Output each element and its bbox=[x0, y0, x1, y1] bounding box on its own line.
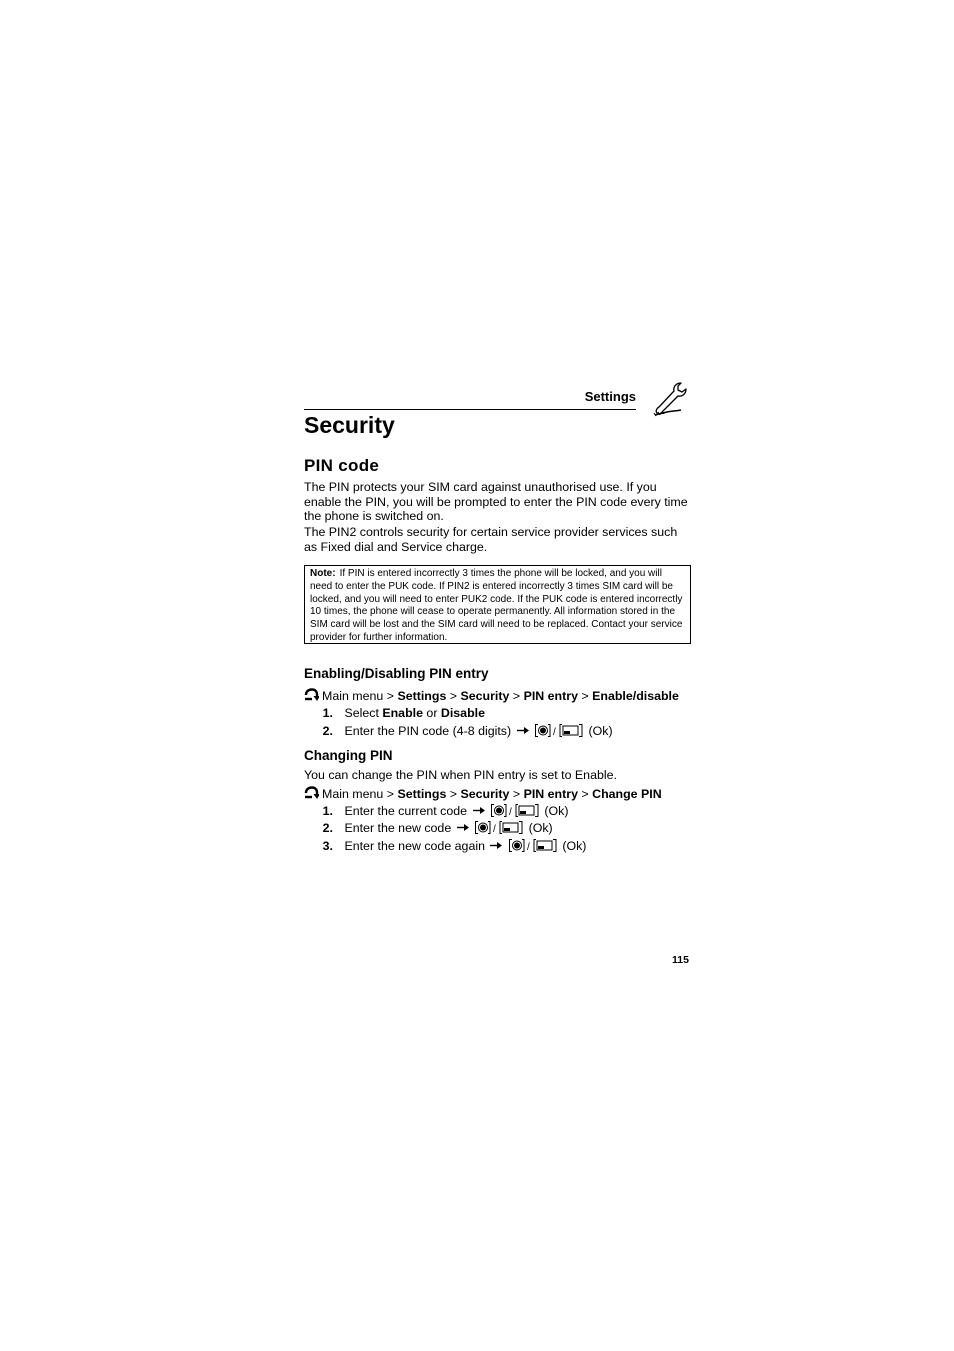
step-number: 1. bbox=[322, 804, 333, 818]
intro-paragraph: The PIN protects your SIM card against unauthorised use. If you enable the PIN, you will be prompted to enter the PIN code every time the phone is switched on. bbox=[304, 480, 688, 524]
ok-keys-icon bbox=[491, 804, 541, 817]
pin2-paragraph: The PIN2 controls security for certain service provider services such as Fixed dial and Service charge. bbox=[304, 525, 678, 554]
menu-path-item: Security bbox=[460, 787, 510, 801]
wrench-icon bbox=[651, 381, 687, 419]
step-number: 2. bbox=[322, 821, 333, 835]
path-separator: > bbox=[386, 689, 394, 703]
step-text: or bbox=[422, 706, 441, 720]
menu-path-start: Main menu bbox=[322, 787, 384, 801]
step-item bbox=[304, 839, 586, 853]
path-separator: > bbox=[581, 689, 589, 703]
menu-path-arrow-icon bbox=[304, 688, 319, 703]
ok-keys-icon bbox=[535, 724, 585, 737]
note-box bbox=[304, 565, 691, 644]
step-item bbox=[304, 821, 553, 835]
option-enable: Enable bbox=[382, 706, 423, 720]
step-text: Enter the current code bbox=[344, 804, 468, 818]
path-separator: > bbox=[581, 787, 589, 801]
menu-path-arrow-icon bbox=[304, 786, 319, 801]
step-item bbox=[304, 724, 613, 738]
step-number: 2. bbox=[322, 724, 333, 738]
menu-path bbox=[304, 688, 679, 703]
step-number: 3. bbox=[322, 839, 333, 853]
go-arrow-icon bbox=[517, 726, 530, 735]
menu-path-item: PIN entry bbox=[523, 689, 578, 703]
changing-heading: Changing PIN bbox=[304, 748, 393, 763]
header-rule bbox=[304, 409, 636, 410]
svg-text:/: / bbox=[526, 842, 530, 852]
ok-keys-icon bbox=[475, 821, 525, 834]
menu-path-start: Main menu bbox=[322, 689, 384, 703]
path-separator: > bbox=[512, 787, 521, 801]
step-text: Enter the new code bbox=[344, 821, 452, 835]
step-text: Select bbox=[344, 706, 383, 720]
menu-path-item: Settings bbox=[397, 787, 447, 801]
path-separator: > bbox=[386, 787, 394, 801]
path-separator: > bbox=[449, 689, 458, 703]
menu-path-item: Settings bbox=[397, 689, 447, 703]
menu-path-item: PIN entry bbox=[523, 787, 578, 801]
ok-label: (Ok) bbox=[528, 821, 553, 835]
note-label: Note: bbox=[310, 568, 336, 579]
go-arrow-icon bbox=[490, 841, 503, 850]
option-disable: Disable bbox=[440, 706, 485, 720]
step-item bbox=[304, 706, 485, 720]
page-number: 115 bbox=[672, 954, 689, 966]
menu-path-item: Security bbox=[460, 689, 510, 703]
path-separator: > bbox=[512, 689, 521, 703]
page-title: Security bbox=[304, 412, 395, 438]
menu-path-item: Enable/disable bbox=[592, 689, 679, 703]
menu-path bbox=[304, 786, 662, 801]
enabling-heading: Enabling/Disabling PIN entry bbox=[304, 666, 489, 681]
ok-keys-icon bbox=[509, 839, 559, 852]
changing-intro: You can change the PIN when PIN entry is set to Enable. bbox=[304, 768, 617, 782]
section-heading: PIN code bbox=[304, 456, 380, 475]
ok-label: (Ok) bbox=[562, 839, 587, 853]
svg-text:/: / bbox=[508, 807, 512, 817]
path-separator: > bbox=[449, 787, 458, 801]
ok-label: (Ok) bbox=[544, 804, 569, 818]
note-text: If PIN is entered incorrectly 3 times the phone will be locked, and you will need to enter the PUK code. If PIN2 is entered incorrectly 3 times SIM card will be locked, and you will need to enter PUK2 code. If the PUK code is entered incorrectly 10 times, the phone will cease to operate permanently. All information stored in the SIM card will be lost and the SIM card will need to be replaced. Contact your service provider for further information. bbox=[310, 568, 683, 643]
step-item bbox=[304, 804, 569, 818]
menu-path-item: Change PIN bbox=[592, 787, 662, 801]
go-arrow-icon bbox=[473, 806, 486, 815]
section-label: Settings bbox=[584, 389, 636, 404]
step-text: Enter the PIN code (4-8 digits) bbox=[344, 724, 512, 738]
svg-text:/: / bbox=[553, 727, 556, 737]
go-arrow-icon bbox=[457, 823, 470, 832]
step-number: 1. bbox=[322, 706, 333, 720]
ok-label: (Ok) bbox=[588, 724, 613, 738]
step-text: Enter the new code again bbox=[344, 839, 485, 853]
svg-text:/: / bbox=[493, 824, 496, 834]
